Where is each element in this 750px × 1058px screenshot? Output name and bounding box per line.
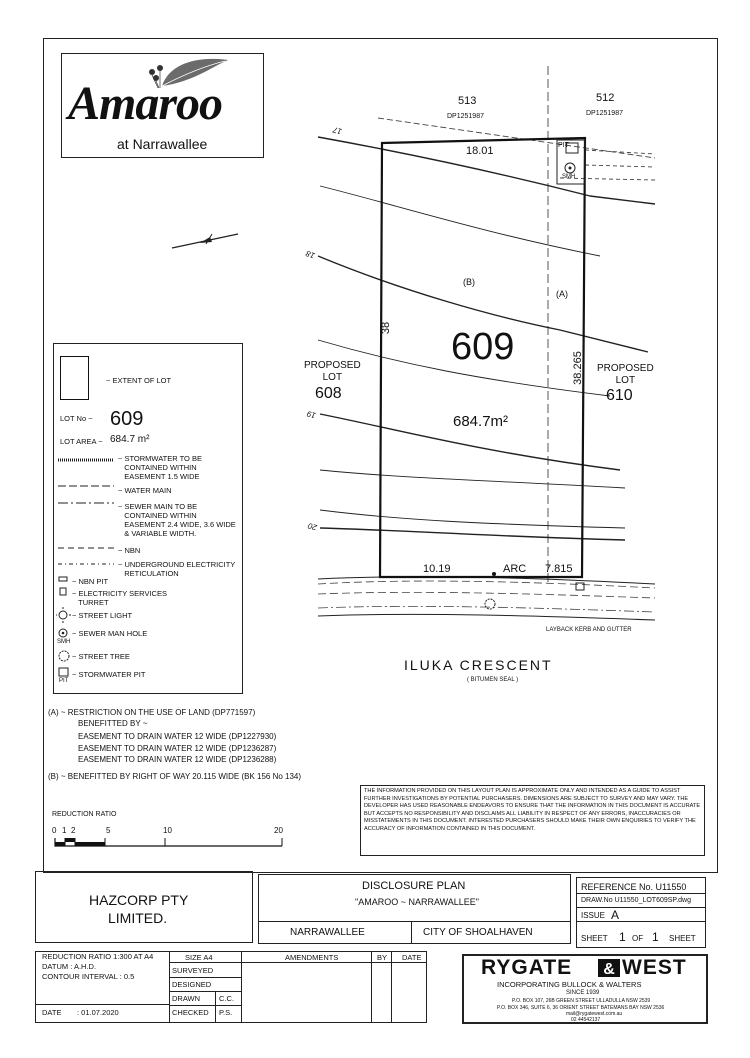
legend-pit-abbr: PIT xyxy=(59,678,69,684)
surveyed-label: SURVEYED xyxy=(172,966,214,975)
kerb-label: LAYBACK KERB AND GUTTER xyxy=(546,627,632,633)
legend-street-light: ~ STREET LIGHT xyxy=(72,611,133,620)
amendments-label: AMENDMENTS xyxy=(285,953,339,962)
surveyor-email: mail@rygatewest.com.au xyxy=(566,1011,623,1017)
surveyor-since: SINCE 1939 xyxy=(566,990,600,996)
reference-number: REFERENCE No. U11550 xyxy=(581,882,687,892)
plan-subtitle: "AMAROO ~ NARRAWALLEE" xyxy=(355,897,480,907)
legend-water-main: ~ WATER MAIN xyxy=(118,486,172,495)
designed-label: DESIGNED xyxy=(172,980,212,989)
size-label: SIZE A4 xyxy=(185,953,213,962)
proposed-lot-608-label: PROPOSED LOT xyxy=(304,360,361,383)
issue-value: A xyxy=(611,908,620,922)
legend-stormwater: ~ STORMWATER TO BE CONTAINED WITHIN EASEMENT 1.5 WIDE xyxy=(118,454,202,481)
dimension-right: 38.265 xyxy=(571,351,584,385)
legend-stormwater-pit: ~ STORMWATER PIT xyxy=(72,670,146,679)
sheet-label: SHEET xyxy=(581,934,608,943)
note-a-line4: EASEMENT TO DRAIN WATER 12 WIDE (DP1236287) xyxy=(78,744,277,753)
ratio-text: REDUCTION RATIO 1:300 AT A4 xyxy=(42,952,154,961)
legend-sewer-manhole: ~ SEWER MAN HOLE xyxy=(72,629,148,638)
dimension-bottom-left: 10.19 xyxy=(423,563,451,575)
sheet-of: OF xyxy=(632,934,644,943)
neighbour-dp-513: DP1251987 xyxy=(447,113,484,120)
scale-bar xyxy=(50,836,290,850)
surveyor-name-right: WEST xyxy=(622,956,687,979)
contour-label-19: 19 xyxy=(305,409,317,420)
proposed-lot-608-number: 608 xyxy=(315,385,342,402)
scale-tick-10: 10 xyxy=(163,826,172,835)
drawing-number: DRAW.No U11550_LOT609SP.dwg xyxy=(581,897,691,904)
note-a-line2: BENEFITTED BY ~ xyxy=(78,719,148,728)
legend-electricity: ~ UNDERGROUND ELECTRICITY RETICULATION xyxy=(118,560,236,578)
dimension-top: 18.01 xyxy=(466,145,494,157)
date-label: DATE xyxy=(42,1008,62,1017)
legend-elec-turret: ~ ELECTRICITY SERVICES TURRET xyxy=(72,589,167,607)
note-a-line1: (A) ~ RESTRICTION ON THE USE OF LAND (DP771597) xyxy=(48,708,256,717)
street-name: ILUKA CRESCENT xyxy=(404,657,553,673)
contour-label-20: 20 xyxy=(306,521,318,532)
contour-label-17: 17 xyxy=(331,125,343,136)
ref-divider-1 xyxy=(576,893,706,894)
legend-nbn-pit: ~ NBN PIT xyxy=(72,577,109,586)
size-divider xyxy=(169,962,241,963)
legend-lot-no-label: LOT No ~ xyxy=(60,414,93,423)
scale-tick-0: 0 xyxy=(52,826,57,835)
dimension-left: 38 xyxy=(380,321,393,335)
legend-extent-symbol xyxy=(60,356,89,400)
neighbour-lot-513: 513 xyxy=(458,95,477,107)
legend-street-tree: ~ STREET TREE xyxy=(72,652,130,661)
neighbour-lot-512: 512 xyxy=(596,92,615,104)
legend-extent: ~ EXTENT OF LOT xyxy=(106,376,172,385)
easement-a-label: (A) xyxy=(556,289,568,299)
council: CITY OF SHOALHAVEN xyxy=(423,927,533,938)
surveyor-address-2: P.O. BOX 346, SUITE 6, 36 ORIENT STREET BATEMANS BAY NSW 2536 xyxy=(497,1005,665,1011)
details-divider-h xyxy=(35,1004,169,1005)
neighbour-dp-512: DP1251987 xyxy=(586,110,623,117)
scale-tick-2: 2 xyxy=(71,826,76,835)
issue-label: ISSUE xyxy=(581,911,606,920)
ref-divider-2 xyxy=(576,907,706,908)
scale-tick-5: 5 xyxy=(106,826,111,835)
owner-line2: LIMITED. xyxy=(108,910,168,926)
datum-text: DATUM : A.H.D. xyxy=(42,962,97,971)
drawn-divider xyxy=(169,1005,241,1006)
smh-label: SMH xyxy=(562,174,576,180)
surveyor-name-left: RYGATE xyxy=(481,956,573,979)
disclaimer-text: THE INFORMATION PROVIDED ON THIS LAYOUT PLAN IS APPROXIMATE ONLY AND INTENDED AS A GUIDE TO ASSIST FURTHER INVESTIGATIONS BY POTENTIAL PURCHASERS. DIMENSIONS ARE SUBJECT TO SURVEY AND MAY VARY. THE DEVELOPER HAS USED REASONABLE ENDEAVORS TO ENSURE THAT THE INFORMATION IN THIS DOCUMENT IS ACCURATE BUT ACCEPTS NO RESPONSIBILITY AND DISCLAIMS ALL LIABILITY IN RESPECT OF ANY ERRORS, INACCURACIES OR MISSTATEMENTS IN THIS DOCUMENT. INTERESTED PURCHASERS SHOULD MAKE THEIR OWN ENQUIRIES TO VERIFY THE ACCURACY OF INFORMATION CONTAINED IN THIS DOCUMENT. xyxy=(364,788,701,832)
legend-lot-area-label: LOT AREA ~ xyxy=(60,437,103,446)
legend-lot-no: 609 xyxy=(110,408,144,430)
legend-smh-abbr: SMH xyxy=(57,639,71,645)
dimension-bottom-right: 7.815 xyxy=(545,563,573,575)
scale-tick-20: 20 xyxy=(274,826,283,835)
drawn-label: DRAWN xyxy=(172,994,201,1003)
street-surface: ( BITUMEN SEAL ) xyxy=(467,677,519,683)
note-a-line5: EASEMENT TO DRAIN WATER 12 WIDE (DP1236288) xyxy=(78,755,277,764)
plan-title: DISCLOSURE PLAN xyxy=(362,880,466,892)
pit-label: PIT xyxy=(558,142,569,149)
legend-nbn: ~ NBN xyxy=(118,546,141,555)
arc-label: ARC xyxy=(503,563,527,575)
locality: NARRAWALLEE xyxy=(290,927,365,938)
sheet-number: 1 xyxy=(619,930,626,944)
by-label: BY xyxy=(377,953,388,962)
surveyor-sub: INCORPORATING BULLOCK & WALTERS xyxy=(497,980,642,989)
plan-divider xyxy=(258,921,571,922)
contour-text: CONTOUR INTERVAL : 0.5 xyxy=(42,972,135,981)
note-a-line3: EASEMENT TO DRAIN WATER 12 WIDE (DP1227930) xyxy=(78,732,277,741)
sheet-label-2: SHEET xyxy=(669,934,696,943)
legend-sewer-main: ~ SEWER MAIN TO BE CONTAINED WITHIN EASEMENT 2.4 WIDE, 3.6 WIDE & VARIABLE WIDTH. xyxy=(118,502,236,538)
note-b-line: (B) ~ BENEFITTED BY RIGHT OF WAY 20.115 WIDE (BK 156 No 134) xyxy=(48,772,302,781)
date-column-label: DATE xyxy=(402,953,422,962)
ampersand-icon xyxy=(597,958,621,978)
surveyor-phone: 02 44542137 xyxy=(571,1017,601,1023)
contour-label-18: 18 xyxy=(304,248,317,261)
details-divider-v2 xyxy=(215,991,216,1023)
legend-line-symbols xyxy=(56,450,118,685)
drawn-by: C.C. xyxy=(219,994,234,1003)
lot-area: 684.7m² xyxy=(453,413,509,430)
design-divider xyxy=(169,991,241,992)
legend-lot-area: 684.7 m² xyxy=(110,434,150,445)
checked-label: CHECKED xyxy=(172,1008,209,1017)
logo-brand: Amaroo xyxy=(68,77,223,130)
svg-text:&: & xyxy=(603,961,615,978)
lot-number: 609 xyxy=(451,326,515,368)
ref-divider-3 xyxy=(576,921,706,922)
logo-tagline: at Narrawallee xyxy=(117,136,208,152)
date-value: : 01.07.2020 xyxy=(77,1008,119,1017)
scale-title: REDUCTION RATIO xyxy=(52,811,117,818)
surveyor-address-1: P.O. BOX 107, 26B GREEN STREET ULLADULLA NSW 2539 xyxy=(512,998,651,1004)
contour-20-line xyxy=(320,528,625,540)
checked-by: P.S. xyxy=(219,1008,233,1017)
proposed-lot-610-number: 610 xyxy=(606,387,633,404)
scale-tick-1: 1 xyxy=(62,826,67,835)
survey-divider xyxy=(169,977,241,978)
proposed-lot-610-label: PROPOSED LOT xyxy=(597,363,654,386)
easement-b-label: (B) xyxy=(463,277,475,287)
plan-divider-vert xyxy=(411,921,412,944)
sheet-total: 1 xyxy=(652,930,659,944)
amend-divider-h xyxy=(241,962,427,963)
owner-line1: HAZCORP PTY xyxy=(89,892,189,908)
